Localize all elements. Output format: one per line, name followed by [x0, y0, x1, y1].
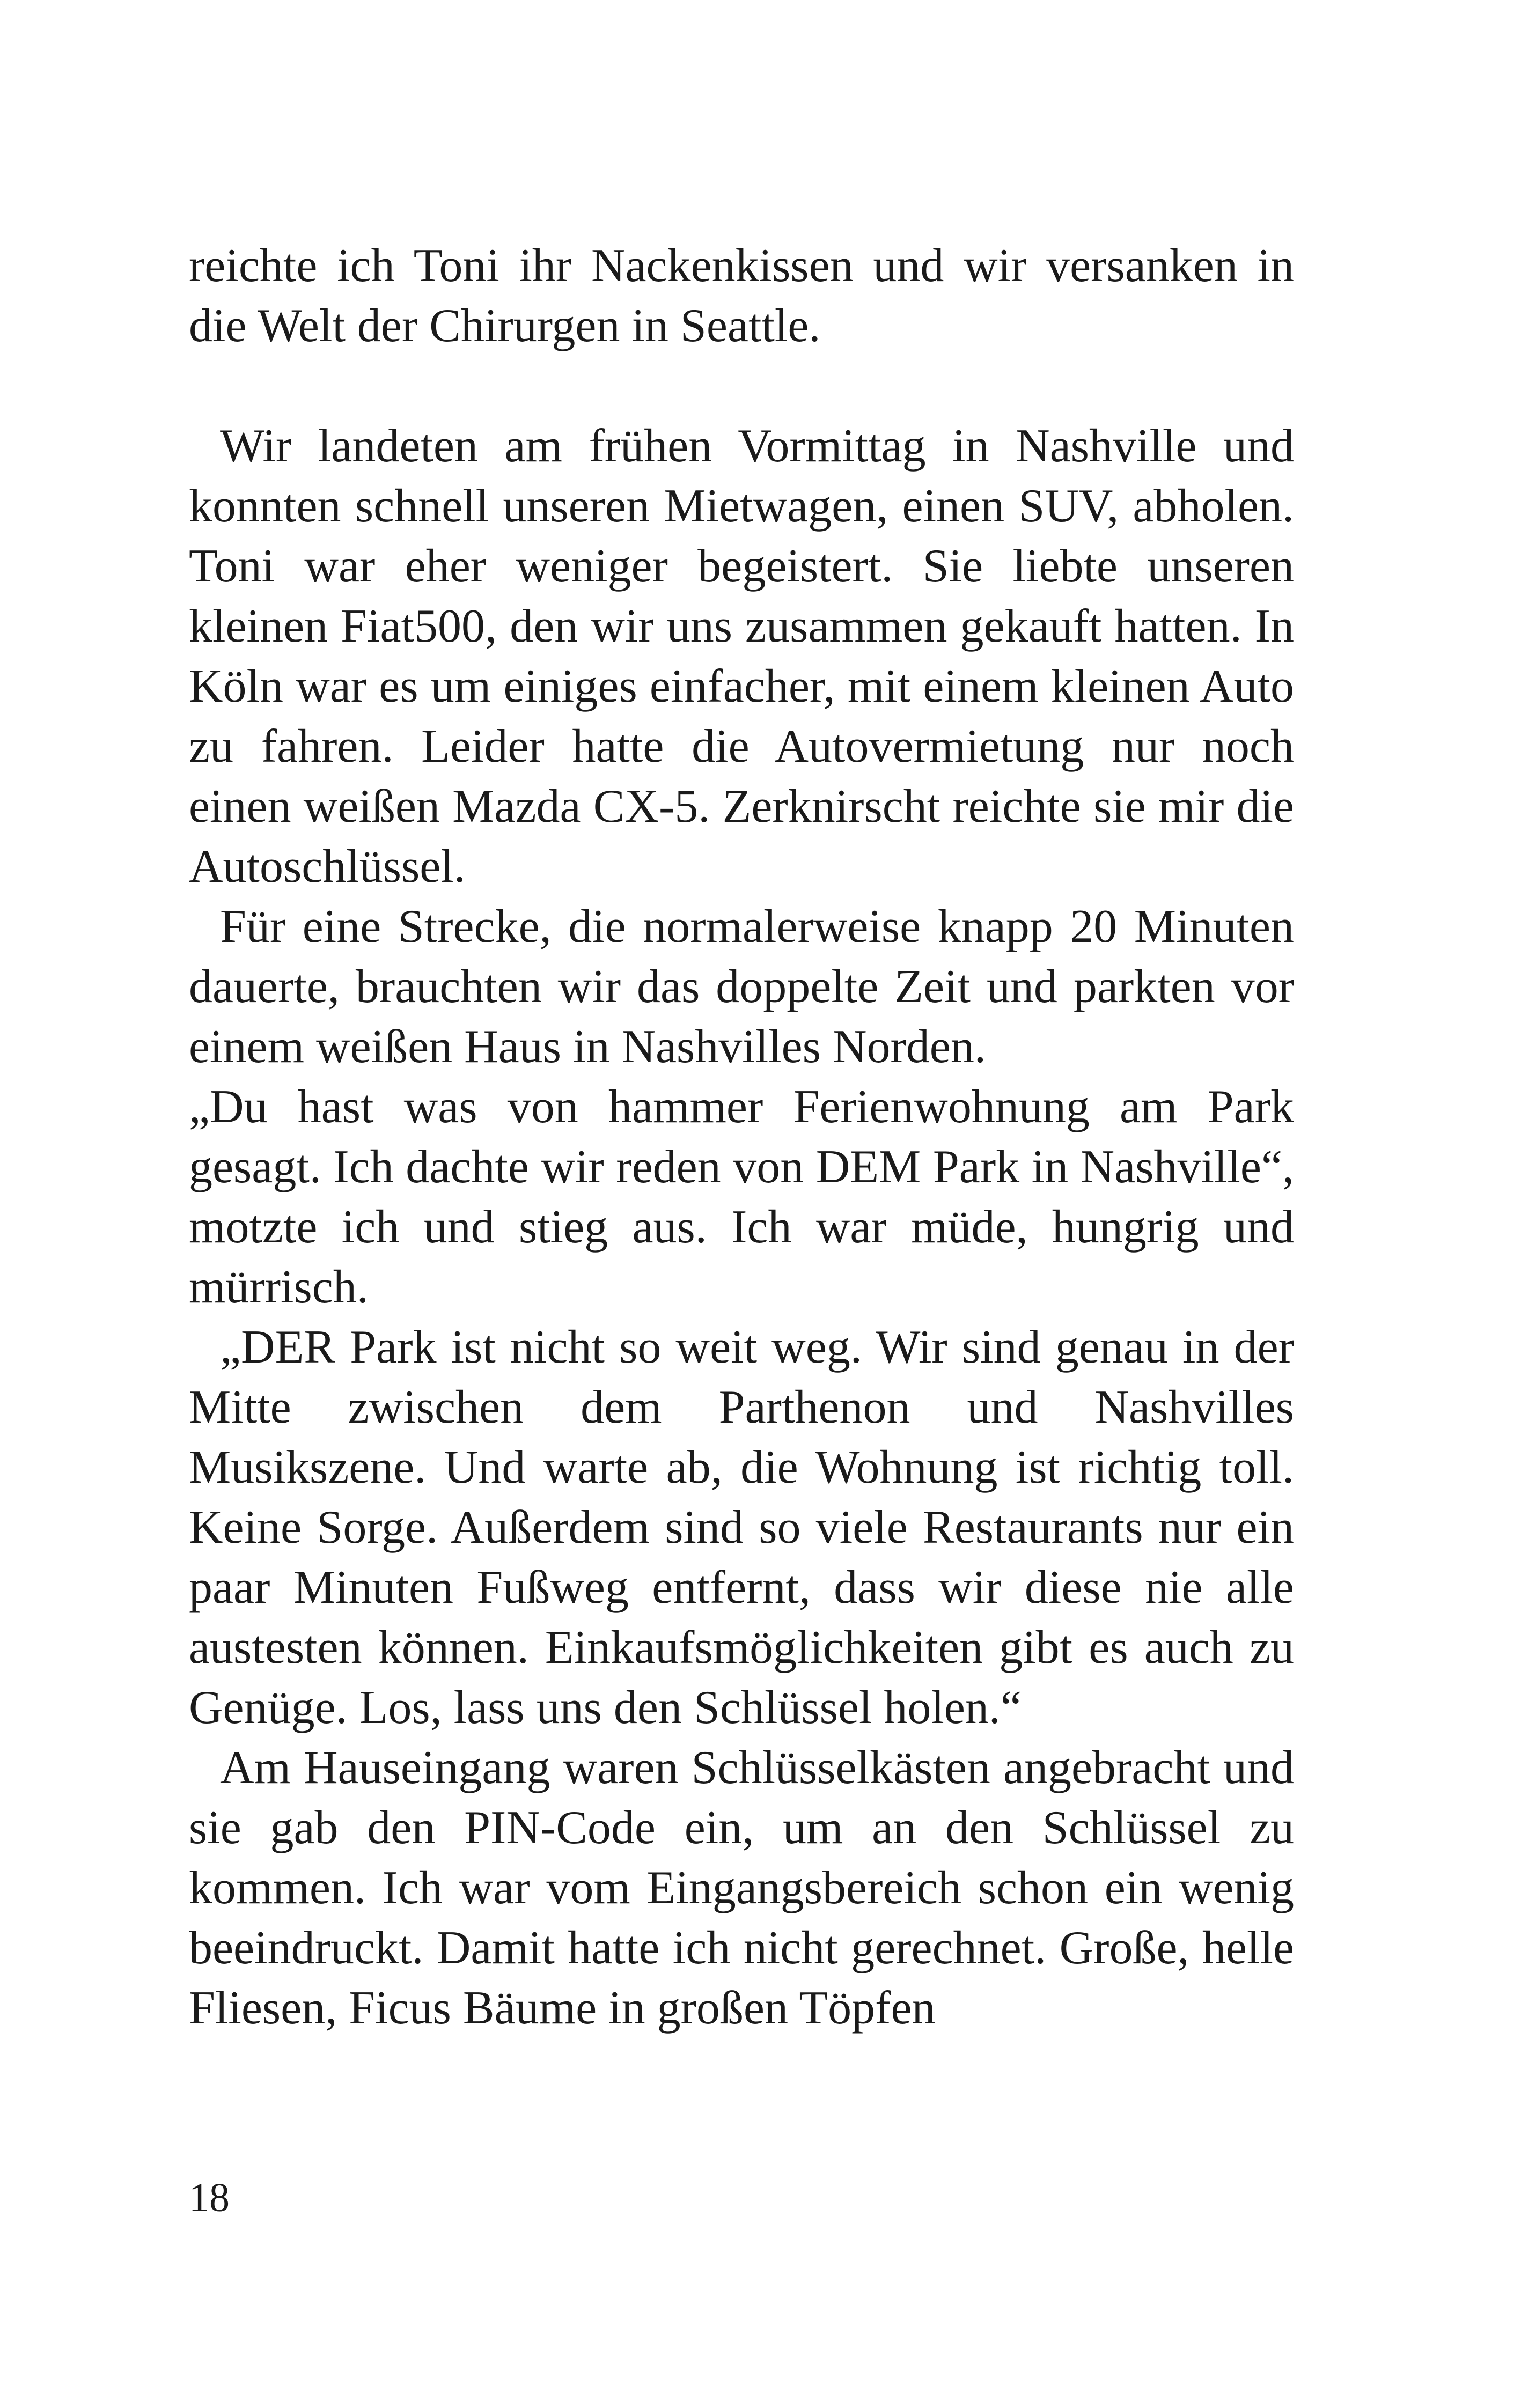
paragraph-dialogue-reply: „DER Park ist nicht so weit weg. Wir sind genau in der Mitte zwischen dem Parthenon und Nashvilles Musikszene. Und warte ab, die Wohnung ist richtig toll. Keine Sorge. Außerdem sind so viele Restaurants nur ein paar Minuten Fußweg entfernt, dass wir diese nie alle austesten können. Einkaufsmöglichkeiten gibt es auch zu Genüge. Los, lass uns den Schlüssel holen.“ — [189, 1321, 1294, 1734]
paragraph-dialogue-complaint: „Du hast was von hammer Ferienwohnung am Park gesagt. Ich dachte wir reden von DEM Park in Nashville“, motzte ich und stieg aus. Ich war müde, hungrig und mürrisch. — [189, 1081, 1294, 1313]
paragraph-drive-to-house: Für eine Strecke, die normalerweise knapp 20 Minuten dauerte, brauchten wir das doppelte Zeit und parkten vor einem weißen Haus in Nashvilles Norden. — [189, 901, 1294, 1073]
page-body — [189, 236, 1294, 2038]
paragraph-house-entrance: Am Hauseingang waren Schlüsselkästen angebracht und sie gab den PIN-Code ein, um an den Schlüssel zu kommen. Ich war vom Eingangsbereich schon ein wenig beeindruckt. Damit hatte ich nicht gerechnet. Große, helle Fliesen, Ficus Bäume in großen Töpfen — [189, 1742, 1294, 2034]
paragraph-arrival-nashville: Wir landeten am frühen Vormittag in Nashville und konnten schnell unseren Mietwagen, einen SUV, abholen. Toni war eher weniger begeistert. Sie liebte unseren kleinen Fiat500, den wir uns zusammen gekauft hatten. In Köln war es um einiges einfacher, mit einem kleinen Auto zu fahren. Leider hatte die Autovermietung nur noch einen weißen Mazda CX-5. Zerknirscht reichte sie mir die Autoschlüssel. — [189, 420, 1294, 893]
paragraph-continuation: reichte ich Toni ihr Nackenkissen und wir versanken in die Welt der Chirurgen in Seattle. — [189, 240, 1294, 352]
page-number: 18 — [189, 2175, 230, 2220]
